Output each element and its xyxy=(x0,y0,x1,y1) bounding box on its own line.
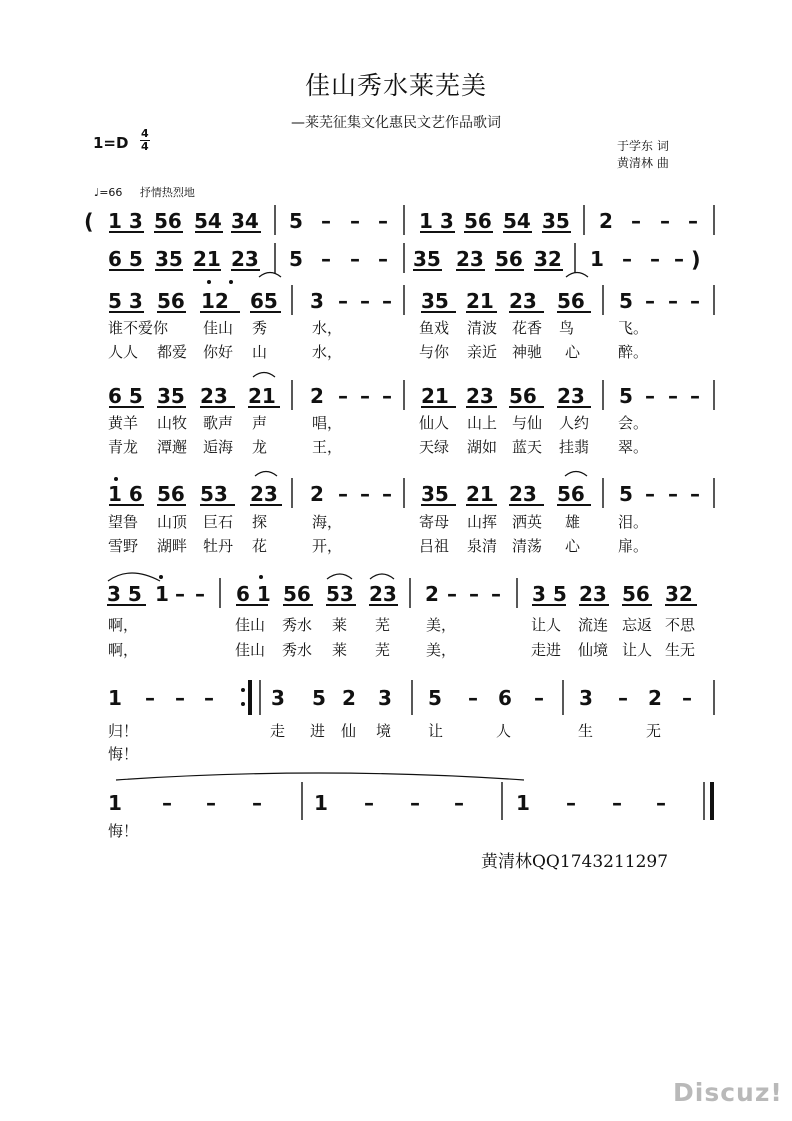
lyric: 逅海 xyxy=(203,438,234,456)
tempo-value: ♩=66 xyxy=(94,186,123,199)
note: 5 xyxy=(312,686,326,710)
lyric: 莱 xyxy=(332,616,348,634)
lyric: 清荡 xyxy=(512,537,543,555)
composer-credit: 黄清林 曲 xyxy=(617,156,669,170)
lyric: 湖畔 xyxy=(157,537,188,555)
note-group: 56 xyxy=(154,209,182,233)
lyric: 仙人 xyxy=(419,414,450,432)
lyric: 探 xyxy=(252,513,268,531)
lyric: 生无 xyxy=(665,641,696,659)
dash: – xyxy=(668,384,678,408)
note-group: 56 xyxy=(557,289,585,313)
lyric: 寄母 xyxy=(419,513,450,531)
note-group: 21 xyxy=(421,384,449,408)
dash: – xyxy=(206,791,216,815)
lyric: 王， xyxy=(312,438,343,456)
note-group: 21 xyxy=(466,482,494,506)
dash: – xyxy=(566,791,576,815)
note-group: 6 1 xyxy=(236,582,271,606)
dash: – xyxy=(656,791,666,815)
lyric: 唱， xyxy=(312,414,343,432)
note-group: 56 xyxy=(283,582,311,606)
lyric: 你好 xyxy=(203,343,234,361)
dash: – xyxy=(645,289,655,313)
lyric: 人 xyxy=(496,722,512,740)
dash: – xyxy=(321,247,331,271)
dash: – xyxy=(468,686,478,710)
note-group: 56 xyxy=(495,247,523,271)
note-group: 23 xyxy=(456,247,484,271)
lyric: 吕祖 xyxy=(419,537,450,555)
note-group: 23 xyxy=(509,482,537,506)
lyric: 醉。 xyxy=(618,343,649,361)
lyric: 芜 xyxy=(375,641,391,659)
note: 2 xyxy=(425,582,439,606)
note-group: 35 xyxy=(157,384,185,408)
lyric: 境 xyxy=(376,722,392,740)
lyrics-row-3b xyxy=(108,343,648,361)
dash: – xyxy=(618,686,628,710)
lyric: 都爱 xyxy=(157,343,188,361)
lyric: 湖如 xyxy=(467,438,498,456)
dash: – xyxy=(145,686,155,710)
lyric: 无 xyxy=(646,722,662,740)
dash: – xyxy=(690,482,700,506)
lyric: 悔！ xyxy=(108,745,139,763)
author-contact: 黄清林QQ1743211297 xyxy=(481,852,669,872)
dash: – xyxy=(175,582,185,606)
dash: – xyxy=(360,384,370,408)
note-group: 56 xyxy=(509,384,537,408)
lyric: 神驰 xyxy=(512,343,543,361)
dash: – xyxy=(382,289,392,313)
row-7-notes xyxy=(108,686,692,710)
lyrics-row-4a xyxy=(108,414,648,432)
lyric: 蓝天 xyxy=(512,438,543,456)
dash: – xyxy=(195,582,205,606)
lyrics-row-7b xyxy=(108,745,138,763)
note-group: 35 xyxy=(155,247,183,271)
lyric: 山顶 xyxy=(157,513,188,531)
note-group: 54 xyxy=(503,209,531,233)
dash: – xyxy=(360,482,370,506)
row-6-notes xyxy=(107,582,693,606)
lyric: 山挥 xyxy=(467,513,498,531)
close-paren: ) xyxy=(691,248,701,272)
lyric: 让人 xyxy=(531,616,562,634)
note-group: 21 xyxy=(193,247,221,271)
dash: – xyxy=(162,791,172,815)
note-group: 3 5 xyxy=(532,582,567,606)
note-group: 54 xyxy=(194,209,222,233)
note-group: 35 xyxy=(542,209,570,233)
lyric: 开， xyxy=(312,537,343,555)
lyrics-row-6b xyxy=(108,641,695,659)
note-group: 53 xyxy=(326,582,354,606)
dash: – xyxy=(378,209,388,233)
note-group: 12 xyxy=(201,289,229,313)
row-8-notes xyxy=(108,791,666,815)
note-group: 23 xyxy=(200,384,228,408)
lyric: 牡丹 xyxy=(203,537,234,555)
lyric: 归！ xyxy=(108,722,139,740)
dash: – xyxy=(690,289,700,313)
lyric: 走进 xyxy=(531,641,562,659)
dash: – xyxy=(447,582,457,606)
lyric: 秀 xyxy=(252,319,268,337)
lyric: 人人 xyxy=(108,343,139,361)
lyric: 花 xyxy=(252,537,268,555)
note: 2 xyxy=(342,686,356,710)
note: 1 xyxy=(314,791,328,815)
song-title: 佳山秀水莱芜美 xyxy=(304,71,487,100)
key-signature: 1=D xyxy=(93,134,129,152)
dash: – xyxy=(674,247,684,271)
dash: – xyxy=(454,791,464,815)
dash: – xyxy=(612,791,622,815)
note-group: 56 xyxy=(464,209,492,233)
note-group: 56 xyxy=(157,482,185,506)
note: 1 xyxy=(155,582,169,606)
lyric: 谁不爱你 xyxy=(108,319,169,337)
note-group: 32 xyxy=(665,582,693,606)
lyric: 佳山 xyxy=(235,616,266,634)
lyric: 心 xyxy=(565,537,581,555)
note: 3 xyxy=(378,686,392,710)
lyric: 与你 xyxy=(419,343,450,361)
note-group: 23 xyxy=(369,582,397,606)
note-group: 1 3 xyxy=(419,209,454,233)
lyric: 让 xyxy=(428,722,444,740)
dash: – xyxy=(338,384,348,408)
note: 1 xyxy=(590,247,604,271)
note-group: 56 xyxy=(157,289,185,313)
note-group: 5 3 xyxy=(108,289,143,313)
note: 3 xyxy=(579,686,593,710)
note: 1 xyxy=(108,686,122,710)
lyric: 忘返 xyxy=(622,616,653,634)
lyrics-row-3a xyxy=(108,319,648,337)
lyric: 青龙 xyxy=(108,438,139,456)
note-group: 23 xyxy=(250,482,278,506)
lyric: 雪野 xyxy=(108,537,139,555)
dash: – xyxy=(410,791,420,815)
note: 5 xyxy=(619,384,633,408)
lyric: 让人 xyxy=(622,641,653,659)
lyric: 清波 xyxy=(467,319,498,337)
lyric: 生 xyxy=(578,722,594,740)
note-group: 35 xyxy=(413,247,441,271)
lyric: 水， xyxy=(312,343,343,361)
lyric: 仙境 xyxy=(578,641,609,659)
note-group: 6 5 xyxy=(108,247,143,271)
lyric: 悔！ xyxy=(108,822,139,840)
lyric: 水， xyxy=(312,319,343,337)
lyric: 心 xyxy=(565,343,581,361)
dash: – xyxy=(690,384,700,408)
lyric: 佳山 xyxy=(235,641,266,659)
note-group: 23 xyxy=(466,384,494,408)
lyric: 歌声 xyxy=(203,414,234,432)
beams xyxy=(107,232,697,605)
dash: – xyxy=(668,289,678,313)
note: 1 xyxy=(516,791,530,815)
dash: – xyxy=(650,247,660,271)
lyric: 佳山 xyxy=(203,319,234,337)
dash: – xyxy=(469,582,479,606)
repeat-dots xyxy=(241,688,245,706)
note-group: 23 xyxy=(557,384,585,408)
note-group: 21 xyxy=(248,384,276,408)
lyric: 扉。 xyxy=(618,537,649,555)
dash: – xyxy=(688,209,698,233)
expression-marking: 抒情热烈地 xyxy=(139,186,195,199)
note-group: 56 xyxy=(557,482,585,506)
lyrics-row-5b xyxy=(108,537,648,555)
note-group: 35 xyxy=(421,482,449,506)
dash: – xyxy=(204,686,214,710)
lyric: 声 xyxy=(252,414,268,432)
note-group: 23 xyxy=(231,247,259,271)
lyric: 秀水 xyxy=(282,616,313,634)
time-signature-top: 4 xyxy=(141,127,149,140)
lyric: 山 xyxy=(252,343,268,361)
note-group: 56 xyxy=(622,582,650,606)
note-group: 23 xyxy=(509,289,537,313)
note-group: 53 xyxy=(200,482,228,506)
lyric: 芜 xyxy=(375,616,391,634)
dash: – xyxy=(360,289,370,313)
lyric: 会。 xyxy=(618,414,649,432)
lyric: 啊， xyxy=(108,641,139,659)
open-paren: ( xyxy=(84,210,94,234)
lyric: 仙 xyxy=(341,722,357,740)
note: 2 xyxy=(648,686,662,710)
lyric: 走 xyxy=(270,722,286,740)
lyric: 啊， xyxy=(108,616,139,634)
discuz-watermark: Discuz! xyxy=(673,1078,783,1107)
dash: – xyxy=(534,686,544,710)
lyric: 巨石 xyxy=(203,513,234,531)
dash: – xyxy=(175,686,185,710)
lyric: 鸟 xyxy=(559,319,575,337)
dash: – xyxy=(622,247,632,271)
note-group: 1 3 xyxy=(108,209,143,233)
lyrics-row-4b xyxy=(108,438,648,456)
note: 2 xyxy=(310,482,324,506)
note: 5 xyxy=(289,247,303,271)
lyric: 秀水 xyxy=(282,641,313,659)
dash: – xyxy=(364,791,374,815)
lyric: 与仙 xyxy=(512,414,543,432)
note: 2 xyxy=(599,209,613,233)
lyric: 美， xyxy=(426,641,457,659)
lyric: 洒英 xyxy=(512,513,543,531)
note: 1 xyxy=(108,791,122,815)
note-group: 65 xyxy=(250,289,278,313)
dash: – xyxy=(382,482,392,506)
note-group: 35 xyxy=(421,289,449,313)
note: 5 xyxy=(619,289,633,313)
lyric: 山上 xyxy=(467,414,498,432)
dash: – xyxy=(378,247,388,271)
lyric: 望鲁 xyxy=(108,513,139,531)
lyric: 潭邂 xyxy=(157,438,188,456)
note-group: 6 5 xyxy=(108,384,143,408)
dash: – xyxy=(252,791,262,815)
dash: – xyxy=(645,482,655,506)
dash: – xyxy=(668,482,678,506)
note: 5 xyxy=(619,482,633,506)
dash: – xyxy=(338,289,348,313)
dash: – xyxy=(338,482,348,506)
lyricist-credit: 于学东 词 xyxy=(617,139,669,153)
lyric: 花香 xyxy=(512,319,543,337)
dash: – xyxy=(321,209,331,233)
dash: – xyxy=(382,384,392,408)
dash: – xyxy=(631,209,641,233)
dash: – xyxy=(645,384,655,408)
dash: – xyxy=(660,209,670,233)
note: 3 xyxy=(271,686,285,710)
note-group: 32 xyxy=(534,247,562,271)
lyric: 亲近 xyxy=(467,343,498,361)
lyric: 挂翡 xyxy=(559,438,590,456)
time-signature-bottom: 4 xyxy=(141,140,149,153)
note: 5 xyxy=(428,686,442,710)
lyric: 龙 xyxy=(252,438,268,456)
note: 3 xyxy=(310,289,324,313)
lyric: 飞。 xyxy=(618,319,649,337)
note-group: 34 xyxy=(231,209,259,233)
lyrics-row-5a xyxy=(108,513,648,531)
lyrics-row-6a xyxy=(108,616,696,634)
dash: – xyxy=(350,247,360,271)
row-1-notes xyxy=(84,209,698,234)
lyric: 流连 xyxy=(578,616,609,634)
note-group: 23 xyxy=(579,582,607,606)
lyric: 人约 xyxy=(559,414,590,432)
dash: – xyxy=(491,582,501,606)
lyrics-row-8a xyxy=(108,822,138,840)
lyric: 泉清 xyxy=(467,537,498,555)
dash: – xyxy=(350,209,360,233)
lyric: 翠。 xyxy=(618,438,649,456)
dash: – xyxy=(682,686,692,710)
lyric: 鱼戏 xyxy=(419,319,450,337)
note: 6 xyxy=(498,686,512,710)
lyric: 海， xyxy=(312,513,343,531)
lyric: 美， xyxy=(426,616,457,634)
song-subtitle: —莱芜征集文化惠民文艺作品歌词 xyxy=(291,115,501,131)
note: 2 xyxy=(310,384,324,408)
note-group: 1 6 xyxy=(108,482,143,506)
note-group: 21 xyxy=(466,289,494,313)
lyric: 黄羊 xyxy=(108,414,139,432)
lyrics-row-7a xyxy=(108,722,661,740)
lyric: 天绿 xyxy=(419,438,450,456)
lyric: 雄 xyxy=(565,513,581,531)
lyric: 不思 xyxy=(665,616,696,634)
lyric: 莱 xyxy=(332,641,348,659)
lyric: 山牧 xyxy=(157,414,188,432)
note: 5 xyxy=(289,209,303,233)
lyric: 进 xyxy=(310,722,326,740)
note-group: 3 5 xyxy=(107,582,142,606)
lyric: 泪。 xyxy=(618,513,649,531)
